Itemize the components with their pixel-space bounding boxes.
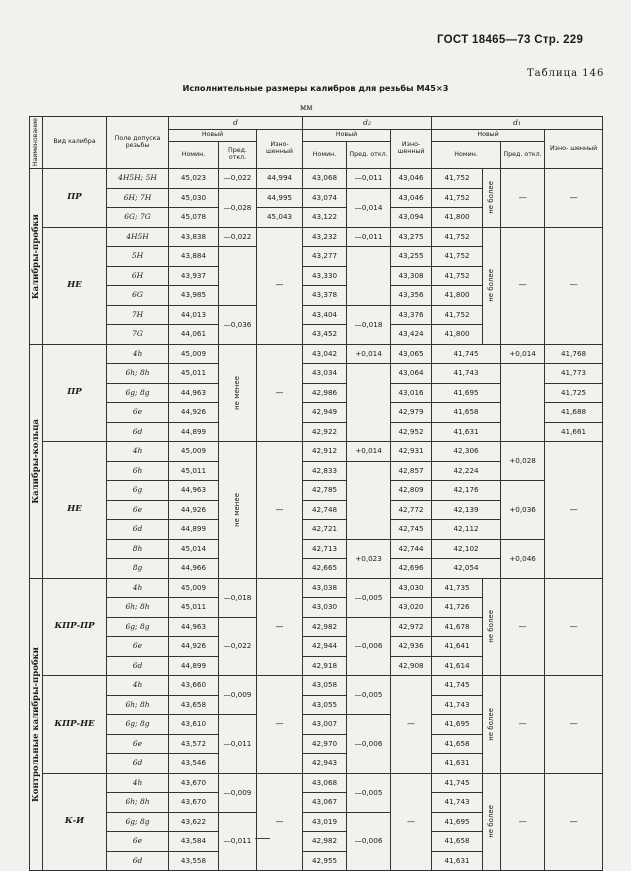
d2-nominal: 43,452 <box>303 325 347 345</box>
d-nominal: 43,884 <box>169 247 219 267</box>
kind-label: НЕ <box>43 227 107 344</box>
header-d2: d₂ <box>303 117 432 130</box>
d2-nominal: 42,721 <box>303 520 347 540</box>
d-nominal: 45,011 <box>169 461 219 481</box>
d-nominal: 43,660 <box>169 676 219 696</box>
d1-limit: +0,028 <box>501 442 545 481</box>
d2-limit <box>347 461 391 539</box>
d2-worn: 43,065 <box>391 344 432 364</box>
not-more-note: не более <box>483 773 501 871</box>
d-worn: — <box>257 773 303 871</box>
d2-worn: 42,972 <box>391 617 432 637</box>
unit-label: мм <box>300 103 313 112</box>
d-nominal: 44,013 <box>169 305 219 325</box>
header-nominal: Номин. <box>303 142 347 169</box>
d2-limit: —0,006 <box>347 715 391 774</box>
standard-header: ГОСТ 18465—73 Стр. 229 <box>437 34 584 46</box>
d1-nominal: 42,224 <box>432 461 501 481</box>
tolerance-cell: 6h; 8h <box>107 598 169 618</box>
d1-limit: — <box>501 227 545 344</box>
d1-limit: +0,046 <box>501 539 545 578</box>
d1-nominal: 41,631 <box>432 754 483 774</box>
kind-label: ПР <box>43 344 107 442</box>
d-nominal: 44,061 <box>169 325 219 345</box>
d2-limit: —0,006 <box>347 812 391 871</box>
d-nominal: 43,838 <box>169 227 219 247</box>
tolerance-cell: 6g; 8g <box>107 383 169 403</box>
tolerance-cell: 4h <box>107 578 169 598</box>
d2-nominal: 43,034 <box>303 364 347 384</box>
d1-nominal: 41,752 <box>432 266 483 286</box>
d2-limit <box>347 247 391 306</box>
d1-limit: — <box>501 773 545 871</box>
d1-nominal: 41,631 <box>432 422 501 442</box>
d2-worn: — <box>391 676 432 774</box>
header-name-group: Наименование <box>30 117 43 169</box>
d2-nominal: 43,068 <box>303 169 347 189</box>
tolerance-cell: 6d <box>107 422 169 442</box>
table-row <box>30 442 603 462</box>
d1-worn: — <box>545 169 603 228</box>
header-worn: Изно- шенный <box>391 130 432 169</box>
d1-nominal: 42,306 <box>432 442 501 462</box>
d2-worn: 42,696 <box>391 559 432 579</box>
d1-nominal: 41,800 <box>432 286 483 306</box>
d2-nominal: 42,912 <box>303 442 347 462</box>
d1-nominal: 41,658 <box>432 403 501 423</box>
d2-nominal: 43,122 <box>303 208 347 228</box>
header-kind: Вид калибра <box>43 117 107 169</box>
d1-worn: — <box>545 227 603 344</box>
tolerance-cell: 6H; 7H <box>107 188 169 208</box>
table-number: Таблица 146 <box>527 68 605 79</box>
tolerance-cell: 6e <box>107 500 169 520</box>
d2-worn: 43,046 <box>391 169 432 189</box>
d2-worn: 42,745 <box>391 520 432 540</box>
d-nominal: 43,670 <box>169 793 219 813</box>
d-nominal: 44,963 <box>169 617 219 637</box>
header-d: d <box>169 117 303 130</box>
d2-nominal: 42,918 <box>303 656 347 676</box>
d2-nominal: 43,074 <box>303 188 347 208</box>
d1-limit: +0,036 <box>501 481 545 540</box>
d1-nominal: 41,631 <box>432 851 483 871</box>
d-nominal: 43,670 <box>169 773 219 793</box>
d-nominal: 43,610 <box>169 715 219 735</box>
d-nominal: 45,014 <box>169 539 219 559</box>
d-limit: —0,009 <box>219 773 257 812</box>
d2-nominal: 43,042 <box>303 344 347 364</box>
header-new: Новый <box>432 130 545 142</box>
d-nominal: 45,009 <box>169 344 219 364</box>
header-nominal: Номин. <box>432 142 501 169</box>
d2-worn: 43,064 <box>391 364 432 384</box>
d-worn: — <box>257 227 303 344</box>
header-tolerance: Поле допуска резьбы <box>107 117 169 169</box>
kind-label: ПР <box>43 169 107 228</box>
d2-worn: 43,356 <box>391 286 432 306</box>
tolerance-cell: 6g <box>107 481 169 501</box>
d1-worn: 41,688 <box>545 403 603 423</box>
tolerance-cell: 5H <box>107 247 169 267</box>
d-nominal: 45,030 <box>169 188 219 208</box>
d1-worn: — <box>545 676 603 774</box>
not-more-note: не более <box>483 676 501 774</box>
d2-limit: +0,014 <box>347 442 391 462</box>
d2-nominal: 43,068 <box>303 773 347 793</box>
d-worn: 44,995 <box>257 188 303 208</box>
d2-worn: 42,979 <box>391 403 432 423</box>
tolerance-cell: 6h; 8h <box>107 364 169 384</box>
d1-worn: — <box>545 442 603 579</box>
d2-nominal: 42,944 <box>303 637 347 657</box>
d1-nominal: 42,102 <box>432 539 501 559</box>
d2-worn: 42,952 <box>391 422 432 442</box>
d2-nominal: 42,949 <box>303 403 347 423</box>
d-nominal: 45,078 <box>169 208 219 228</box>
d-nominal: 44,899 <box>169 422 219 442</box>
d2-worn: 43,255 <box>391 247 432 267</box>
d2-nominal: 43,030 <box>303 598 347 618</box>
d1-nominal: 41,743 <box>432 793 483 813</box>
d2-limit: —0,014 <box>347 188 391 227</box>
d1-nominal: 41,752 <box>432 227 483 247</box>
not-less-note: не менее <box>219 344 257 442</box>
d1-nominal: 42,054 <box>432 559 501 579</box>
d-worn: — <box>257 344 303 442</box>
d2-worn: 43,016 <box>391 383 432 403</box>
tolerance-cell: 4h <box>107 442 169 462</box>
kind-label: К-И <box>43 773 107 871</box>
d2-nominal: 42,982 <box>303 832 347 852</box>
not-less-note: не менее <box>219 442 257 579</box>
tolerance-cell: 4H5H <box>107 227 169 247</box>
d-limit: —0,028 <box>219 188 257 227</box>
tolerance-cell: 6g; 8g <box>107 715 169 735</box>
d1-nominal: 41,743 <box>432 364 501 384</box>
d-limit: —0,022 <box>219 227 257 247</box>
not-more-note: не более <box>483 227 501 344</box>
d-worn: — <box>257 676 303 774</box>
table-row <box>30 676 603 696</box>
d1-nominal: 41,726 <box>432 598 483 618</box>
d2-nominal: 43,330 <box>303 266 347 286</box>
d2-nominal: 43,058 <box>303 676 347 696</box>
d1-nominal: 42,176 <box>432 481 501 501</box>
d2-limit: —0,005 <box>347 773 391 812</box>
d2-worn: 43,030 <box>391 578 432 598</box>
d2-nominal: 42,713 <box>303 539 347 559</box>
d2-worn: 42,908 <box>391 656 432 676</box>
d2-nominal: 42,665 <box>303 559 347 579</box>
d-limit: —0,018 <box>219 578 257 617</box>
d-nominal: 43,584 <box>169 832 219 852</box>
tolerance-cell: 6e <box>107 832 169 852</box>
tolerance-cell: 7G <box>107 325 169 345</box>
d-nominal: 45,011 <box>169 598 219 618</box>
tolerance-cell: 6g; 8g <box>107 617 169 637</box>
header-new: Новый <box>303 130 391 142</box>
kind-label: КПР-НЕ <box>43 676 107 774</box>
d-worn: — <box>257 578 303 676</box>
d2-worn: 43,275 <box>391 227 432 247</box>
d1-nominal: 41,658 <box>432 832 483 852</box>
header-d1: d₁ <box>432 117 603 130</box>
gauge-table <box>29 116 603 871</box>
d1-worn: 41,773 <box>545 364 603 384</box>
table-row <box>30 773 603 793</box>
d1-nominal: 41,745 <box>432 773 483 793</box>
d2-nominal: 43,055 <box>303 695 347 715</box>
d-nominal: 43,937 <box>169 266 219 286</box>
d-nominal: 44,963 <box>169 481 219 501</box>
d1-limit: — <box>501 578 545 676</box>
table-row <box>30 481 603 501</box>
d2-worn: 42,772 <box>391 500 432 520</box>
d2-worn: 43,376 <box>391 305 432 325</box>
d-nominal: 43,572 <box>169 734 219 754</box>
d2-limit: —0,018 <box>347 305 391 344</box>
d2-nominal: 43,067 <box>303 793 347 813</box>
d2-nominal: 43,378 <box>303 286 347 306</box>
d1-nominal: 41,752 <box>432 305 483 325</box>
tolerance-cell: 6h; 8h <box>107 695 169 715</box>
header-worn: Изно- шенный <box>257 130 303 169</box>
table-row <box>30 578 603 598</box>
d1-nominal: 41,695 <box>432 812 483 832</box>
d-limit: —0,009 <box>219 676 257 715</box>
d2-limit: —0,011 <box>347 169 391 189</box>
d-nominal: 43,658 <box>169 695 219 715</box>
d2-worn: 43,020 <box>391 598 432 618</box>
d2-worn: 43,094 <box>391 208 432 228</box>
group-label: Калибры-кольца <box>30 344 43 578</box>
d-limit: —0,022 <box>219 169 257 189</box>
d2-worn: 43,046 <box>391 188 432 208</box>
tolerance-cell: 6d <box>107 520 169 540</box>
d1-nominal: 42,112 <box>432 520 501 540</box>
d2-nominal: 43,404 <box>303 305 347 325</box>
d-nominal: 43,558 <box>169 851 219 871</box>
d2-nominal: 42,922 <box>303 422 347 442</box>
tolerance-cell: 6h; 8h <box>107 793 169 813</box>
d-worn: — <box>257 442 303 579</box>
table-row <box>30 227 603 247</box>
d2-limit: —0,006 <box>347 617 391 676</box>
header-limit: Пред. откл. <box>219 142 257 169</box>
d1-limit: — <box>501 676 545 774</box>
d-limit: —0,011 <box>219 715 257 774</box>
d-nominal: 45,009 <box>169 442 219 462</box>
tolerance-cell: 6h <box>107 461 169 481</box>
d-limit: —0,011 <box>219 812 257 871</box>
d2-nominal: 42,986 <box>303 383 347 403</box>
tolerance-cell: 6H <box>107 266 169 286</box>
header-limit: Пред. откл. <box>501 142 545 169</box>
d2-worn: — <box>391 773 432 871</box>
d2-nominal: 43,019 <box>303 812 347 832</box>
d1-worn: 41,725 <box>545 383 603 403</box>
kind-label: КПР-ПР <box>43 578 107 676</box>
d2-limit: +0,014 <box>347 344 391 364</box>
tolerance-cell: 6g; 8g <box>107 812 169 832</box>
d2-nominal: 42,943 <box>303 754 347 774</box>
tolerance-cell: 6d <box>107 851 169 871</box>
header-new: Новый <box>169 130 257 142</box>
d1-nominal: 41,614 <box>432 656 483 676</box>
d2-nominal: 43,277 <box>303 247 347 267</box>
tolerance-cell: 8g <box>107 559 169 579</box>
d1-nominal: 41,800 <box>432 208 483 228</box>
header-limit: Пред. откл. <box>347 142 391 169</box>
d1-nominal: 41,745 <box>432 344 501 364</box>
d2-limit: —0,005 <box>347 578 391 617</box>
tolerance-cell: 4h <box>107 773 169 793</box>
tolerance-cell: 8h <box>107 539 169 559</box>
tolerance-cell: 6d <box>107 754 169 774</box>
d1-nominal: 42,139 <box>432 500 501 520</box>
d1-nominal: 41,752 <box>432 169 483 189</box>
d1-nominal: 41,745 <box>432 676 483 696</box>
d2-nominal: 42,955 <box>303 851 347 871</box>
d-nominal: 44,899 <box>169 520 219 540</box>
tolerance-cell: 6d <box>107 656 169 676</box>
tolerance-cell: 4H5H; 5H <box>107 169 169 189</box>
d2-worn: 43,424 <box>391 325 432 345</box>
d1-nominal: 41,695 <box>432 715 483 735</box>
d2-worn: 42,931 <box>391 442 432 462</box>
d1-nominal: 41,695 <box>432 383 501 403</box>
kind-label: НЕ <box>43 442 107 579</box>
d-nominal: 43,546 <box>169 754 219 774</box>
d2-nominal: 42,982 <box>303 617 347 637</box>
table-body <box>30 169 603 871</box>
table-row <box>30 169 603 189</box>
d1-limit <box>501 364 545 442</box>
d2-nominal: 43,232 <box>303 227 347 247</box>
d2-limit: +0,023 <box>347 539 391 578</box>
d1-limit: — <box>501 169 545 228</box>
d2-nominal: 42,748 <box>303 500 347 520</box>
d-worn: 44,994 <box>257 169 303 189</box>
tolerance-cell: 6G; 7G <box>107 208 169 228</box>
not-more-note: не более <box>483 578 501 676</box>
d-worn: 45,043 <box>257 208 303 228</box>
d2-nominal: 42,833 <box>303 461 347 481</box>
d-nominal: 44,926 <box>169 637 219 657</box>
d1-nominal: 41,678 <box>432 617 483 637</box>
d1-nominal: 41,752 <box>432 247 483 267</box>
d-nominal: 44,963 <box>169 383 219 403</box>
tolerance-cell: 6G <box>107 286 169 306</box>
d1-worn: — <box>545 578 603 676</box>
d2-limit: —0,005 <box>347 676 391 715</box>
d1-limit: +0,014 <box>501 344 545 364</box>
table-row <box>30 539 603 559</box>
d1-nominal: 41,735 <box>432 578 483 598</box>
d1-nominal: 41,752 <box>432 188 483 208</box>
tolerance-cell: 4h <box>107 676 169 696</box>
table-row <box>30 344 603 364</box>
table-row <box>30 364 603 384</box>
d2-nominal: 43,038 <box>303 578 347 598</box>
d2-worn: 42,936 <box>391 637 432 657</box>
page-footer-dash <box>255 838 270 839</box>
table-title: Исполнительные размеры калибров для резьбы М45×3 <box>182 83 449 93</box>
d2-worn: 42,809 <box>391 481 432 501</box>
d2-worn: 42,744 <box>391 539 432 559</box>
tolerance-cell: 6e <box>107 403 169 423</box>
d-limit: —0,036 <box>219 305 257 344</box>
d-limit <box>219 247 257 306</box>
d1-nominal: 41,800 <box>432 325 483 345</box>
tolerance-cell: 6e <box>107 637 169 657</box>
d-nominal: 43,985 <box>169 286 219 306</box>
tolerance-cell: 6e <box>107 734 169 754</box>
tolerance-cell: 4h <box>107 344 169 364</box>
d-nominal: 44,926 <box>169 403 219 423</box>
tolerance-cell: 7H <box>107 305 169 325</box>
d-nominal: 45,009 <box>169 578 219 598</box>
group-label: Калибры-пробки <box>30 169 43 345</box>
d1-nominal: 41,743 <box>432 695 483 715</box>
d2-worn: 42,857 <box>391 461 432 481</box>
not-more-note: не более <box>483 169 501 228</box>
d1-nominal: 41,658 <box>432 734 483 754</box>
d1-worn: 41,768 <box>545 344 603 364</box>
d2-limit: —0,011 <box>347 227 391 247</box>
d-nominal: 44,926 <box>169 500 219 520</box>
group-label: Контрольные калибры-пробки <box>30 578 43 871</box>
d2-nominal: 43,007 <box>303 715 347 735</box>
d-nominal: 43,622 <box>169 812 219 832</box>
d-nominal: 45,011 <box>169 364 219 384</box>
d2-limit <box>347 364 391 442</box>
header-nominal: Номин. <box>169 142 219 169</box>
d2-nominal: 42,970 <box>303 734 347 754</box>
d2-nominal: 42,785 <box>303 481 347 501</box>
d1-nominal: 41,641 <box>432 637 483 657</box>
d1-worn: 41,661 <box>545 422 603 442</box>
header-worn: Изно- шенный <box>545 130 603 169</box>
d-nominal: 44,899 <box>169 656 219 676</box>
d-nominal: 44,966 <box>169 559 219 579</box>
d1-worn: — <box>545 773 603 871</box>
d-nominal: 45,023 <box>169 169 219 189</box>
d-limit: —0,022 <box>219 617 257 676</box>
d2-worn: 43,308 <box>391 266 432 286</box>
